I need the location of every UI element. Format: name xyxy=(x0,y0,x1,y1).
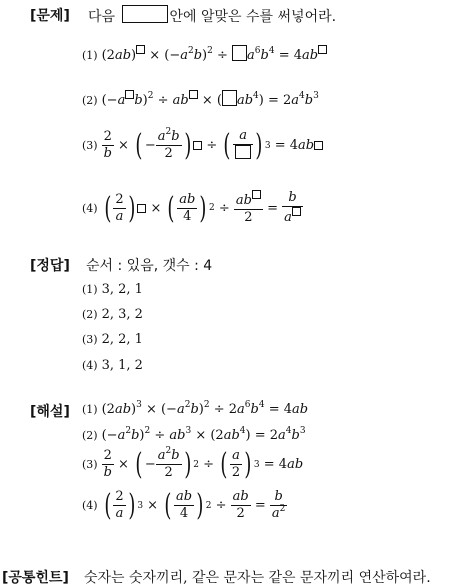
problem-item-4: (4) ( $\frac{2}{a}$ ) × ( $\frac{ab}{4}$ ) 2 ÷ $\frac{ab}{2}$ = $\frac{b}{a}$ xyxy=(82,190,303,226)
problem-label: [문제] xyxy=(30,8,70,24)
problem-item-3: (3) $\frac{2}{b}$ × ( − $\frac{a^2b}{2}$ ) ÷ ( a ) 3 = 4 ab xyxy=(82,128,323,163)
answer-item-2: (2) 2, 3, 2 xyxy=(82,307,143,322)
answer-summary: 순서 : 있음, 갯수 : 4 xyxy=(86,258,213,274)
item-number: (3) xyxy=(82,139,98,152)
solution-item-3: (3) $\frac{2}{b}$ × ( − $\frac{a^2b}{2}$ ) 2 ÷ ( $\frac{a}{2}$ ) 3 = 4 ab xyxy=(82,446,304,482)
solution-item-1: (1) $(2ab)^3 \times (-a^2b)^2 \div 2a^6b^4 = 4ab$ xyxy=(82,400,309,417)
solution-item-2: (2) $(-a^2b)^2 \div ab^3 \times (2ab^4) = 2a^4b^3$ xyxy=(82,426,306,443)
solution-label: [해설] xyxy=(30,404,70,420)
hint-label: [공통힌트] xyxy=(2,570,69,586)
answer-label: [정답] xyxy=(30,258,70,274)
instruction-before: 다음 xyxy=(88,9,116,25)
answer-item-3: (3) 2, 2, 1 xyxy=(82,332,143,347)
blank-box xyxy=(122,5,168,23)
instruction-after: 안에 알맞은 수를 써넣어라. xyxy=(169,9,337,25)
answer-item-4: (4) 3, 1, 2 xyxy=(82,358,143,373)
item-number: (4) xyxy=(82,201,98,215)
problem-item-2: (2) (−a b)$^2$ ÷ ab × ( $ab^4) = 2a^4b^3$ xyxy=(82,91,319,108)
item-number: (1) xyxy=(82,49,98,62)
problem-instruction xyxy=(88,5,336,26)
answer-item-1: (1) 3, 2, 1 xyxy=(82,282,143,297)
hint-text: 숫자는 숫자끼리, 같은 문자는 같은 문자끼리 연산하여라. xyxy=(84,570,431,586)
item-number: (2) xyxy=(82,94,98,107)
solution-item-4: (4) ( $\frac{2}{a}$ ) 3 × ( $\frac{ab}{4}$ ) 2 ÷ $\frac{ab}{2}$ = $\frac{b}{a^2}$ xyxy=(82,488,286,523)
problem-item-1: (1) $(2ab) \times (-a^2b)^2 \div a^6b^4 = 4ab$ xyxy=(82,45,327,63)
